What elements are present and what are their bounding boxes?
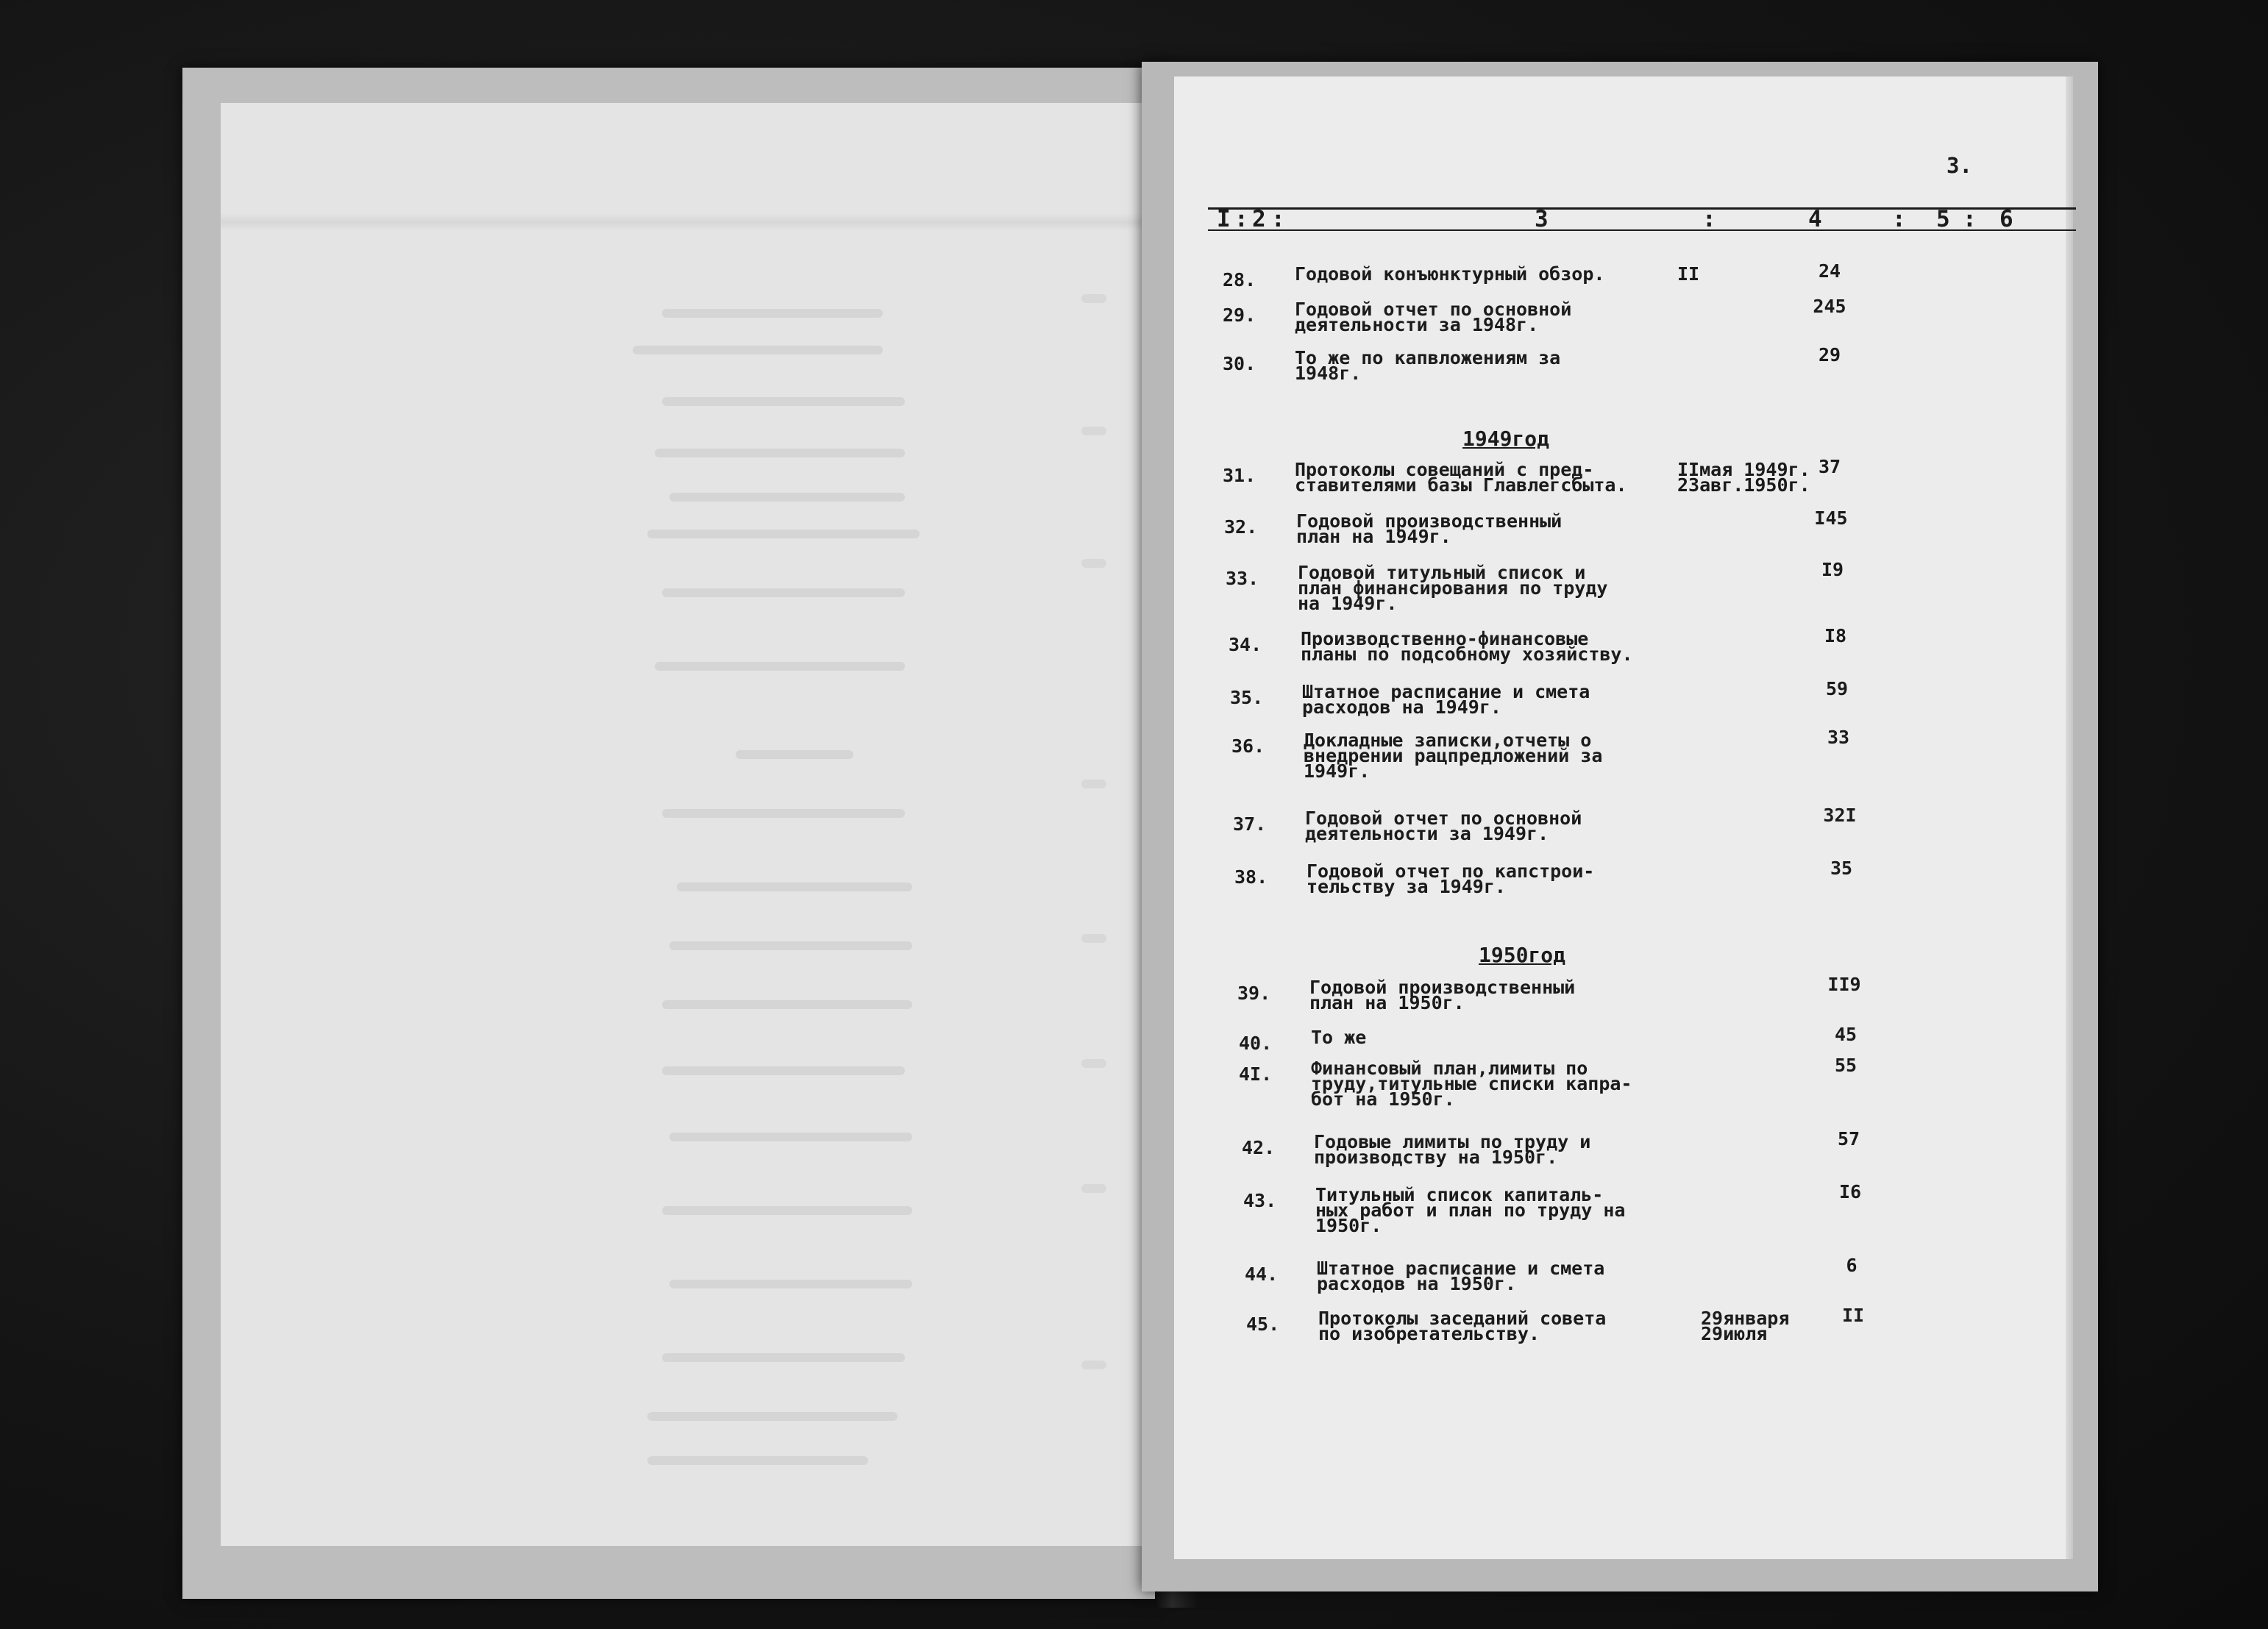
item-page-count: 55 — [1834, 1055, 1858, 1076]
item-title: Годовой титульный список и план финансирования по труду на 1949г. — [1298, 562, 1608, 614]
item-title: Штатное расписание и смета расходов на 1949г. — [1302, 681, 1590, 718]
bleed-line — [647, 1412, 897, 1421]
item-number: 31. — [1223, 465, 1256, 486]
left-page — [221, 103, 1173, 1546]
bleed-line — [647, 1456, 868, 1465]
item-page-count: 29 — [1818, 344, 1841, 366]
item-number: 34. — [1229, 634, 1262, 655]
item-number: 43. — [1243, 1190, 1277, 1211]
item-dates: IIмая 1949г. 23авг.1950г. — [1677, 459, 1810, 496]
item-title: Годовой отчет по основной деятельности за 1948г. — [1295, 299, 1572, 335]
bleed-number — [1081, 559, 1106, 568]
item-title: Докладные записки,отчеты о внедрении рацпредложений за 1949г. — [1304, 730, 1603, 782]
bleed-line — [662, 588, 905, 597]
item-title: Титульный список капиталь- ных работ и план по труду на 1950г. — [1315, 1184, 1626, 1236]
item-number: 28. — [1223, 269, 1256, 290]
column-separator: : — [1702, 206, 1716, 232]
item-title: То же — [1311, 1027, 1367, 1048]
bleed-line — [662, 309, 883, 318]
item-page-count: 24 — [1818, 260, 1841, 282]
column-header-6: 6 — [1999, 206, 2013, 232]
column-header-4: 4 — [1808, 206, 1822, 232]
left-page-bleed-header — [221, 213, 1173, 231]
item-dates: 29января 29июля — [1701, 1308, 1790, 1344]
item-title: То же по капвложениям за 1948г. — [1295, 347, 1561, 384]
bleed-line — [662, 397, 905, 406]
item-title: Годовой производственный план на 1950г. — [1309, 977, 1576, 1013]
item-page-count: I45 — [1814, 507, 1848, 529]
item-number: 44. — [1245, 1263, 1279, 1285]
column-header-1: I — [1217, 206, 1231, 232]
item-dates: II — [1677, 263, 1700, 285]
bleed-number — [1081, 1059, 1106, 1068]
item-number: 38. — [1234, 866, 1268, 888]
item-title: Годовой отчет по основной деятельности за 1949г. — [1305, 808, 1582, 844]
bleed-line — [669, 1133, 912, 1141]
bleed-line — [669, 493, 905, 502]
bleed-number — [1081, 934, 1106, 943]
item-number: 45. — [1246, 1313, 1280, 1335]
bleed-line — [647, 530, 920, 538]
bleed-line — [662, 1353, 905, 1362]
bleed-number — [1081, 427, 1106, 435]
column-header-3: 3 — [1535, 206, 1549, 232]
bleed-line — [662, 809, 905, 818]
column-separator: : — [1271, 206, 1285, 232]
bleed-line — [662, 1000, 912, 1009]
item-page-count: 59 — [1825, 678, 1849, 699]
item-title: Годовой конъюнктурный обзор. — [1295, 263, 1605, 285]
bleed-line — [669, 1280, 912, 1288]
item-page-count: 33 — [1827, 727, 1850, 748]
column-separator: : — [1963, 206, 1977, 232]
bleed-number — [1081, 294, 1106, 303]
bleed-number — [1081, 1184, 1106, 1193]
item-page-count: 45 — [1834, 1024, 1858, 1045]
item-number: 35. — [1230, 687, 1264, 708]
bleed-line — [662, 1066, 905, 1075]
item-page-count: I8 — [1824, 625, 1847, 646]
column-separator: : — [1234, 206, 1248, 232]
item-title: Штатное расписание и смета расходов на 1950г. — [1317, 1258, 1605, 1294]
year-heading: 1949год — [1462, 427, 1550, 451]
item-title: Протоколы заседаний совета по изобретательству. — [1318, 1308, 1607, 1344]
bleed-line — [662, 1206, 912, 1215]
bleed-line — [655, 662, 905, 671]
item-number: 36. — [1231, 735, 1265, 757]
item-number: 29. — [1223, 304, 1256, 326]
item-page-count: 57 — [1837, 1128, 1860, 1149]
item-number: 40. — [1239, 1033, 1273, 1054]
item-title: Производственно-финансовые планы по подсобному хозяйству. — [1301, 628, 1633, 665]
item-title: Годовой производственный план на 1949г. — [1296, 510, 1563, 547]
column-header-5: 5 — [1936, 206, 1950, 232]
item-number: 32. — [1224, 516, 1258, 538]
item-number: 42. — [1242, 1137, 1276, 1158]
item-page-count: I6 — [1838, 1181, 1862, 1202]
bleed-line — [655, 449, 905, 457]
item-page-count: 245 — [1813, 296, 1846, 317]
item-number: 4I. — [1239, 1063, 1273, 1085]
year-heading: 1950год — [1479, 943, 1566, 967]
page-edge — [2066, 76, 2073, 1559]
item-page-count: I9 — [1821, 559, 1844, 580]
item-page-count: II9 — [1827, 974, 1861, 995]
column-separator: : — [1892, 206, 1906, 232]
item-page-count: 6 — [1846, 1255, 1858, 1276]
item-number: 37. — [1233, 813, 1267, 835]
bleed-line — [633, 346, 883, 354]
item-page-count: II — [1841, 1305, 1865, 1326]
column-header-2: 2 — [1252, 206, 1266, 232]
item-number: 33. — [1226, 568, 1259, 589]
bleed-line — [669, 941, 912, 950]
page-number: 3. — [1947, 153, 1972, 178]
item-number: 30. — [1223, 353, 1256, 374]
inventory-page — [1174, 76, 2073, 1559]
bleed-line — [677, 883, 912, 891]
bleed-number — [1081, 780, 1106, 788]
item-page-count: 35 — [1830, 858, 1853, 879]
bleed-line — [736, 750, 853, 759]
item-title: Протоколы совещаний с пред- ставителями базы Главлегсбыта. — [1295, 459, 1627, 496]
item-title: Финансовый план,лимиты по труду,титульные списки капра- бот на 1950г. — [1311, 1058, 1632, 1110]
bleed-number — [1081, 1361, 1106, 1369]
item-number: 39. — [1237, 983, 1271, 1004]
item-page-count: 32I — [1823, 805, 1857, 826]
item-title: Годовой отчет по капстрои- тельству за 1949г. — [1307, 860, 1595, 897]
item-page-count: 37 — [1818, 456, 1841, 477]
item-title: Годовые лимиты по труду и производству на 1950г. — [1314, 1131, 1591, 1168]
